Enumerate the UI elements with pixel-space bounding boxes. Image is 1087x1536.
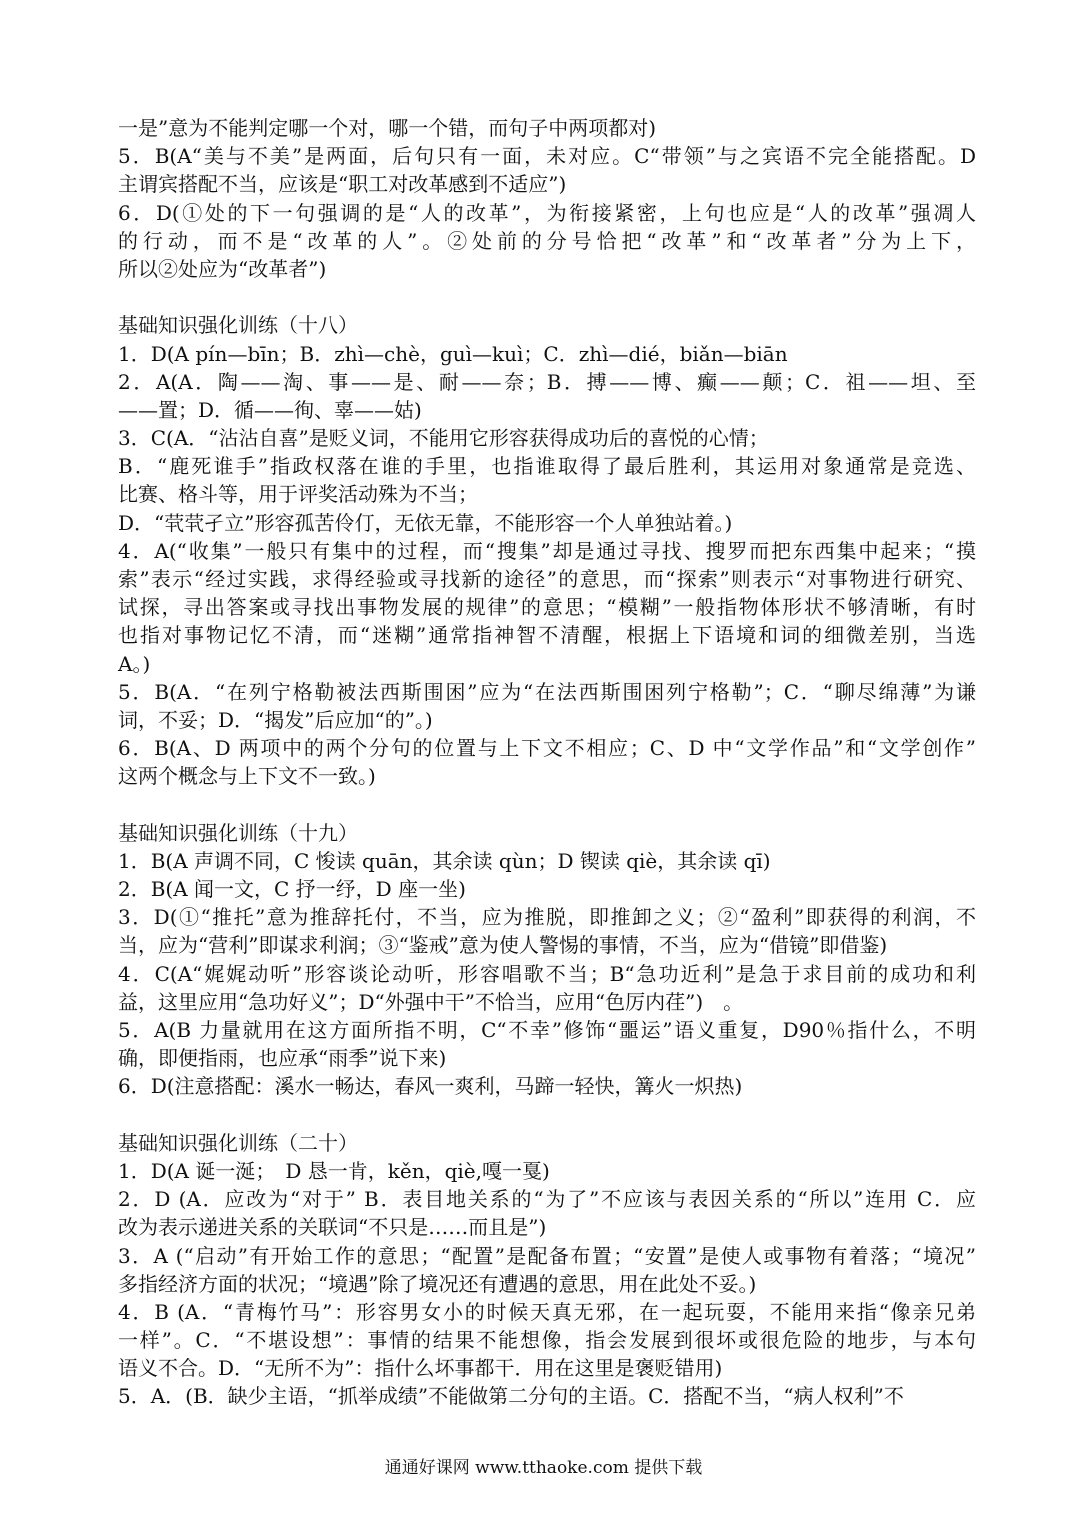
text-line: 6．B(A、D 两项中的两个分句的位置与上下文不相应；C、D 中“文学作品”和“文学创作”	[118, 736, 976, 761]
paragraph	[118, 142, 976, 198]
paragraph	[118, 368, 976, 424]
paragraph	[118, 960, 976, 1016]
paragraph	[118, 1242, 976, 1298]
text-line: 2．A(A．陶——淘、事——是、耐——奈；B．搏——博、癫——颠；C．祖——坦、至	[118, 369, 976, 394]
text-line: 主谓宾搭配不当，应该是“职工对改革感到不适应”)	[118, 172, 567, 197]
document-body	[118, 114, 976, 1411]
text-line: 3．C(A．“沾沾自喜”是贬义词，不能用它形容获得成功后的喜悦的心情；	[118, 426, 769, 451]
text-line: 改为表示递进关系的关联词“不只是……而且是”)	[118, 1215, 547, 1240]
text-line: 基础知识强化训练（十九）	[118, 820, 358, 845]
text-line: 也指对事物记忆不清，而“迷糊”通常指神智不清醒，根据上下语境和词的细微差别，当选	[118, 623, 976, 648]
text-line: 4．A(“收集”一般只有集中的过程，而“搜集”却是通过寻找、搜罗而把东西集中起来；“摸	[118, 538, 976, 563]
paragraph	[118, 734, 976, 790]
text-line: 5．B(A“美与不美”是两面，后句只有一面，未对应。C“带领”与之宾语不完全能搭配。D	[118, 144, 976, 169]
page-footer: 通通好课网 www.tthaoke.com 提供下载	[384, 1458, 703, 1478]
paragraph	[118, 199, 976, 284]
paragraph-gap	[118, 1101, 976, 1129]
text-line: 一是”意为不能判定哪一个对，哪一个错，而句子中两项都对)	[118, 116, 657, 140]
text-line: 4．C(A“娓娓动听”形容谈论动听，形容唱歌不当；B“急功近利”是急于求目前的成功和利	[118, 961, 976, 986]
text-line: ——置；D．循——徇、辜——姑)	[118, 397, 422, 422]
text-line: 比赛、格斗等，用于评奖活动殊为不当；	[118, 482, 478, 507]
text-line: 1．D(A 诞一涎； D 恳一肯，kěn，qiè,嘎一戛)	[118, 1158, 550, 1183]
paragraph	[118, 1382, 976, 1410]
paragraph	[118, 1129, 976, 1157]
text-line: 试探，寻出答案或寻找出事物发展的规律”的意思；“模糊”一般指物体形状不够清晰，有时	[118, 595, 976, 620]
text-line: 基础知识强化训练（二十）	[118, 1130, 358, 1155]
paragraph	[118, 509, 976, 537]
text-line: 2．D (A．应改为“对于” B．表目地关系的“为了”不应该与表因关系的“所以”连用 C．应	[118, 1187, 976, 1212]
text-line: 所以②处应为“改革者”)	[118, 256, 327, 281]
paragraph	[118, 819, 976, 847]
paragraph	[118, 903, 976, 959]
text-line: 5．A．(B．缺少主语，“抓举成绩”不能做第二分句的主语。C．搭配不当，“病人权利”不	[118, 1384, 904, 1409]
paragraph	[118, 1072, 976, 1100]
text-line: 6．D(注意搭配：溪水一畅达，春风一爽利，马蹄一轻快，篝火一炽热)	[118, 1074, 743, 1099]
paragraph-gap	[118, 283, 976, 311]
paragraph	[118, 847, 976, 875]
text-line: D．“茕茕孑立”形容孤苦伶仃，无依无靠，不能形容一个人单独站着。)	[118, 510, 733, 535]
paragraph-gap	[118, 791, 976, 819]
text-line: 3．D(①“推托”意为推辞托付，不当，应为推脱，即推卸之义；②“盈利”即获得的利润，不	[118, 905, 976, 930]
paragraph	[118, 1016, 976, 1072]
text-line: 6．D(①处的下一句强调的是“人的改革”，为衔接紧密，上句也应是“人的改革”强凋人	[118, 200, 976, 225]
text-line: 多指经济方面的状况；“境遇”除了境况还有遭遇的意思，用在此处不妥。)	[118, 1271, 757, 1296]
text-line: B．“鹿死谁手”指政权落在谁的手里，也指谁取得了最后胜利，其运用对象通常是竞选、	[118, 454, 976, 479]
text-line: 3．A (“启动”有开始工作的意思；“配置”是配备布置；“安置”是使人或事物有着落；“境况”	[118, 1243, 976, 1268]
text-line: 当，应为“营利”即谋求利润；③“鉴戒”意为使人警惕的事情，不当，应为“借镜”即借鉴)	[118, 933, 888, 958]
text-line: 确，即便指雨，也应承“雨季”说下来)	[118, 1046, 447, 1071]
text-line: 4．B (A．“青梅竹马”：形容男女小的时候天真无邪，在一起玩耍，不能用来指“像亲兄弟	[118, 1299, 976, 1324]
paragraph	[118, 452, 976, 508]
paragraph	[118, 875, 976, 903]
text-line: 语义不合。D．“无所不为”：指什么坏事都干．用在这里是褒贬错用)	[118, 1356, 723, 1381]
paragraph	[118, 114, 976, 142]
text-line: 一样”。C．“不堪设想”：事情的结果不能想像，指会发展到很坏或很危险的地步，与本句	[118, 1328, 976, 1353]
text-line: 这两个概念与上下文不一致。)	[118, 764, 376, 789]
paragraph	[118, 1157, 976, 1185]
paragraph	[118, 537, 976, 678]
text-line: 词，不妥；D．“揭发”后应加“的”。)	[118, 707, 433, 732]
text-line: 1．B(A 声调不同，C 悛读 quān，其余读 qùn；D 锲读 qiè，其余读 qī)	[118, 848, 771, 873]
paragraph	[118, 1185, 976, 1241]
paragraph	[118, 1298, 976, 1383]
paragraph	[118, 678, 976, 734]
text-line: 2．B(A 闻一文，C 抒一纾，D 座一坐)	[118, 877, 466, 902]
paragraph	[118, 311, 976, 339]
paragraph	[118, 424, 976, 452]
text-line: 的行动，而不是“改革的人”。②处前的分号恰把“改革”和“改革者”分为上下，	[118, 228, 976, 253]
text-line: 5．A(B 力量就用在这方面所指不明，C“不幸”修饰“噩运”语义重复，D90％指什么，不明	[118, 1018, 976, 1042]
text-line: 5．B(A．“在列宁格勒被法西斯围困”应为“在法西斯围困列宁格勒”；C．“聊尽绵薄”为谦	[118, 679, 976, 704]
text-line: A。)	[118, 651, 151, 676]
text-line: 益，这里应用“急功好义”；D“外强中干”不恰当，应用“色厉内荏”) 。	[118, 989, 744, 1014]
text-line: 基础知识强化训练（十八）	[118, 313, 358, 338]
text-line: 1．D(A pín—bīn；B．zhì—chè，guì—kuì；C．zhì—dié，biǎn—biān	[118, 341, 788, 366]
paragraph	[118, 340, 976, 368]
text-line: 索”表示“经过实践，求得经验或寻找新的途径”的意思，而“探索”则表示“对事物进行研究、	[118, 567, 976, 591]
